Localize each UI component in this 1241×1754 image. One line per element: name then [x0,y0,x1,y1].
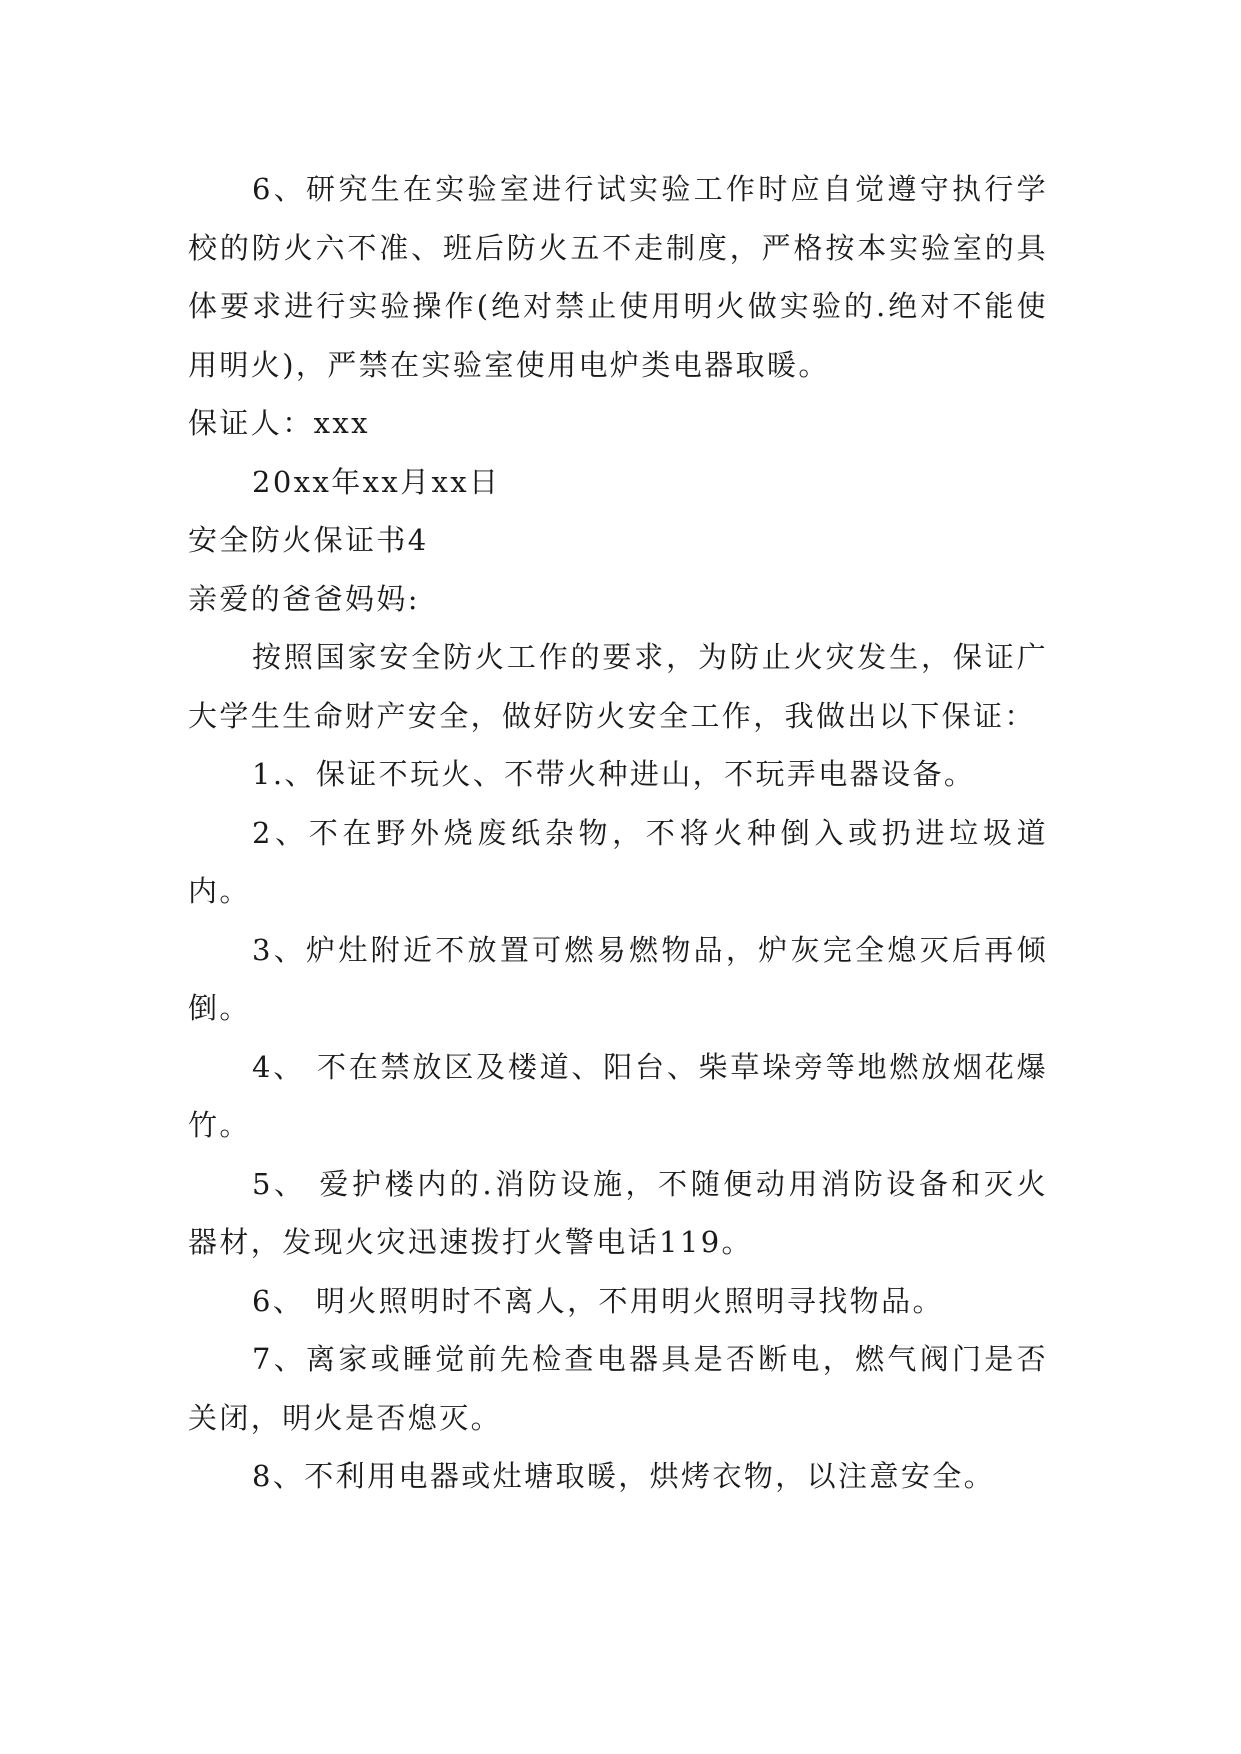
paragraph-lab-fire-rule: 6、研究生在实验室进行试实验工作时应自觉遵守执行学校的防火六不准、班后防火五不走制度，严格按本实验室的具体要求进行实验操作(绝对禁止使用明火做实验的.绝对不能使用明火)，严禁在实验室使用电炉类电器取暖。 [188,172,1048,382]
date-line: 20xx年xx月xx日 [252,464,501,499]
intro-paragraph: 按照国家安全防火工作的要求，为防止火灾发生，保证广大学生生命财产安全，做好防火安全工作，我做出以下保证： [188,640,1048,733]
document-body [188,160,1048,1506]
list-item-7: 7、离家或睡觉前先检查电器具是否断电，燃气阀门是否关闭，明火是否熄灭。 [188,1342,1048,1435]
section-title: 安全防火保证书4 [188,523,429,557]
list-item-1: 1.、保证不玩火、不带火种进山，不玩弄电器设备。 [252,757,976,791]
list-item-3: 3、炉灶附近不放置可燃易燃物品，炉灰完全熄灭后再倾倒。 [188,932,1048,1025]
list-item-8: 8、不利用电器或灶塘取暖，烘烤衣物，以注意安全。 [252,1459,996,1493]
list-item-2: 2、不在野外烧废纸杂物，不将火种倒入或扔进垃圾道内。 [188,815,1048,908]
list-item-6: 6、 明火照明时不离人，不用明火照明寻找物品。 [252,1283,944,1318]
salutation: 亲爱的爸爸妈妈: [188,581,420,616]
guarantor-line: 保证人：xxx [188,406,370,440]
list-item-5: 5、 爱护楼内的.消防设施，不随便动用消防设备和灭火器材，发现火灾迅速拨打火警电话119。 [188,1166,1048,1259]
list-item-4: 4、 不在禁放区及楼道、阳台、柴草垛旁等地燃放烟花爆竹。 [188,1049,1048,1142]
